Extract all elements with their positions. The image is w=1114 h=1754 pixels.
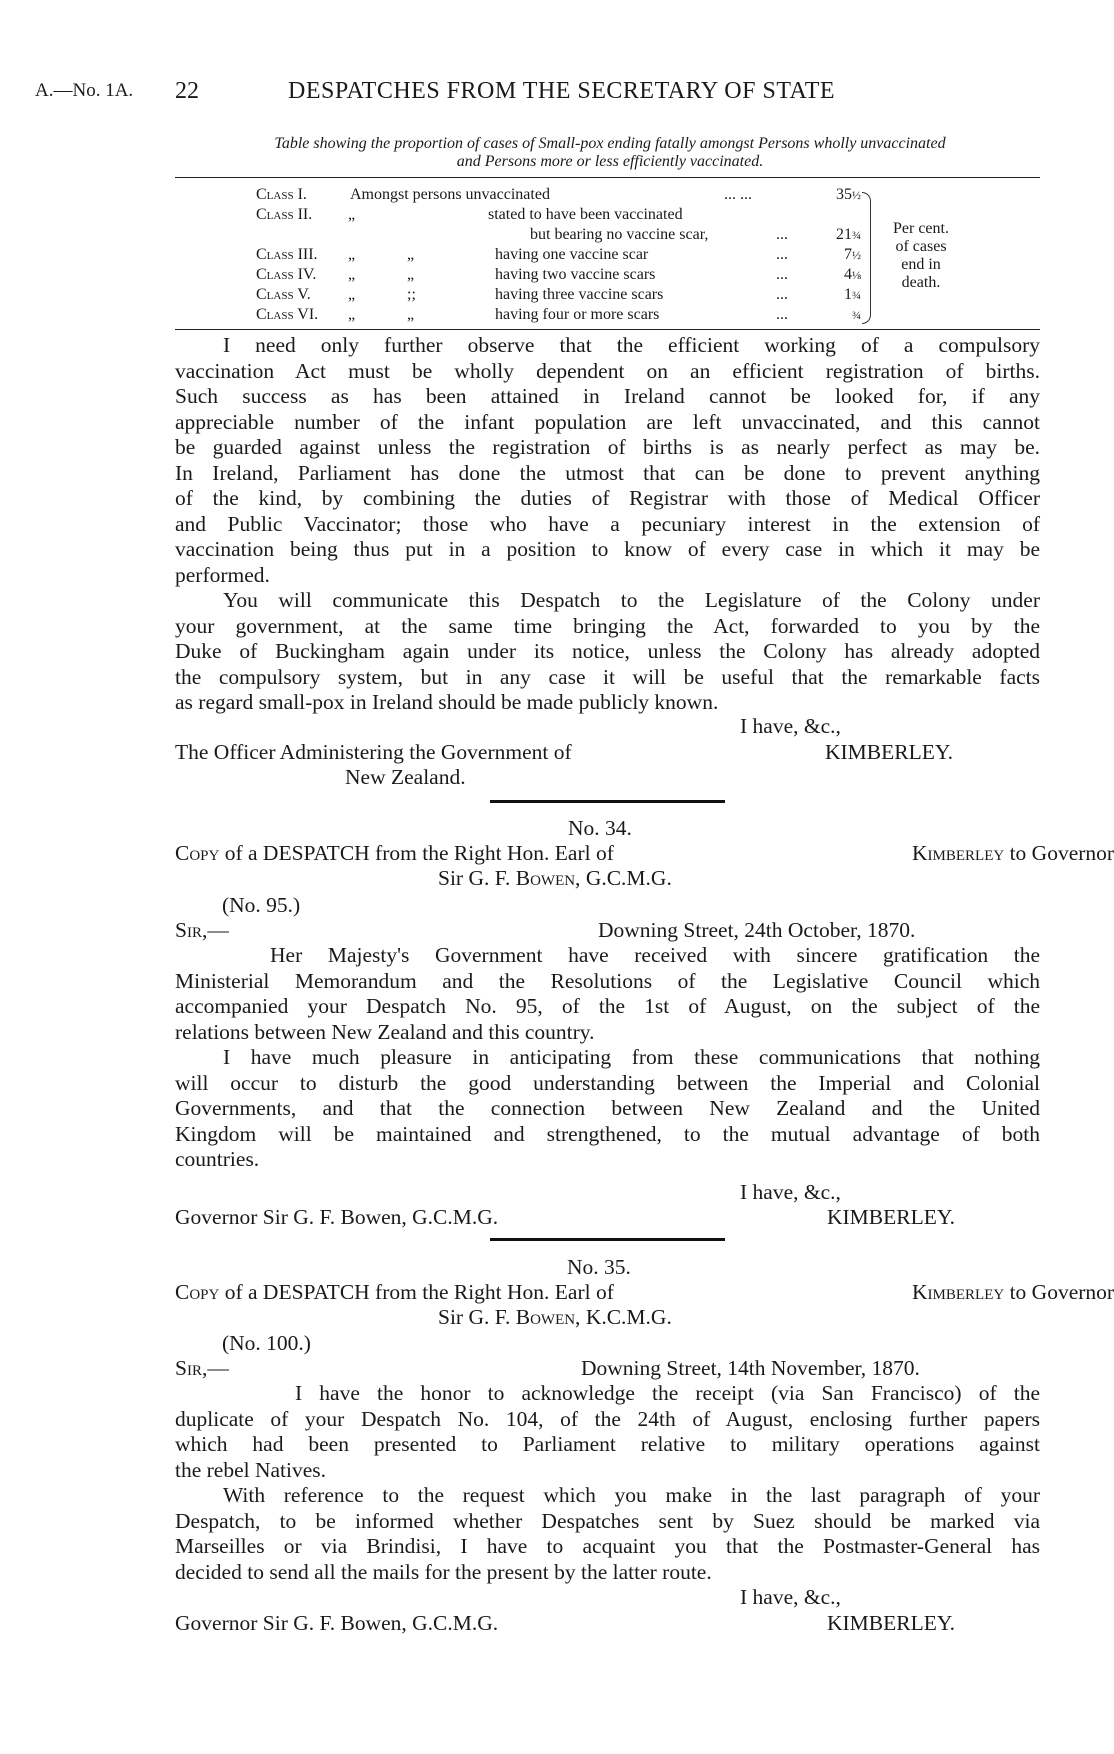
despatch-title-recipient: Kimberley to Governor: [912, 841, 1114, 865]
table-caption-line-2: and Persons more or less efficiently vaccinated.: [456, 153, 764, 170]
table-row-desc: but bearing no vaccine scar,: [530, 226, 709, 243]
despatch-number: No. 34.: [568, 816, 632, 840]
document-reference: A.—No. 1A.: [35, 80, 134, 101]
table-row-ditto: „: [348, 246, 356, 263]
despatch-title-line-1: Copy of a DESPATCH from the Right Hon. Earl of: [175, 1280, 614, 1304]
table-bottom-rule: [175, 329, 1040, 330]
table-row-ditto: ;;: [407, 286, 416, 303]
table-row-value: 7½: [844, 246, 861, 263]
table-row-value: 21¾: [836, 226, 861, 243]
table-row-class: Class IV.: [256, 266, 317, 283]
table-row-ditto: „: [407, 306, 415, 323]
table-row-ditto: „: [407, 246, 415, 263]
page-number: 22: [175, 78, 199, 104]
closing-have: I have, &c.,: [740, 1180, 841, 1204]
signature: KIMBERLEY.: [825, 740, 954, 764]
despatch-number: No. 35.: [567, 1255, 631, 1279]
table-row-ditto: „: [348, 306, 356, 323]
table-row-value: 4⅛: [844, 266, 861, 283]
section-separator: [490, 800, 725, 803]
signature: KIMBERLEY.: [827, 1205, 956, 1229]
closing-have: I have, &c.,: [740, 714, 841, 738]
closing-have: I have, &c.,: [740, 1585, 841, 1609]
table-row-value: 35½: [836, 186, 861, 203]
table-row-ditto: „: [407, 266, 415, 283]
addressee: The Officer Administering the Government of: [175, 740, 572, 764]
table-row-dots: ...: [776, 286, 788, 303]
addressee-line-2: New Zealand.: [345, 765, 466, 789]
table-row-dots: ... ...: [724, 186, 752, 203]
despatch-ref-number: (No. 100.): [222, 1331, 311, 1355]
table-row-class: Class III.: [256, 246, 318, 263]
place-date: Downing Street, 24th October, 1870.: [598, 918, 916, 942]
percent-note: Per cent. of cases end in death.: [893, 220, 949, 291]
table-row-dots: ...: [776, 226, 788, 243]
page-title: DESPATCHES FROM THE SECRETARY OF STATE: [288, 78, 836, 104]
table-brace: [862, 192, 871, 324]
salutation: Sir,—: [175, 1356, 229, 1380]
paragraph-communicate: You will communicate this Despatch to the Legislature of the Colony under your government, at the same time bringing the Act, forwarded to you by the Duke of Buckingham again under its notice, unless the Colony has already adopted the compulsory system, but in any case it will be useful that the remarkable facts as regard small-pox in Ireland should be made publicly known.: [175, 588, 1040, 714]
addressee: Governor Sir G. F. Bowen, G.C.M.G.: [175, 1205, 499, 1229]
salutation: Sir,—: [175, 918, 229, 942]
table-row-desc: having three vaccine scars: [495, 286, 664, 303]
despatch-title-recipient: Kimberley to Governor: [912, 1280, 1114, 1304]
despatch-ref-number: (No. 95.): [222, 893, 301, 917]
table-row-class: Class II.: [256, 206, 313, 223]
table-row-class: Class VI.: [256, 306, 319, 323]
despatch-title-line-2: Sir G. F. Bowen, G.C.M.G.: [438, 866, 672, 890]
table-row-class: Class V.: [256, 286, 311, 303]
table-row-desc: having one vaccine scar: [495, 246, 649, 263]
table-row-class: Class I.: [256, 186, 307, 203]
table-row-dots: ...: [776, 246, 788, 263]
table-row-dots: ...: [776, 266, 788, 283]
table-caption-line-1: Table showing the proportion of cases of Small-pox ending fatally amongst Persons wholly unvaccinated: [274, 135, 946, 152]
addressee: Governor Sir G. F. Bowen, G.C.M.G.: [175, 1611, 499, 1635]
table-row-ditto: „: [348, 266, 356, 283]
despatch-35-paragraph-2: With reference to the request which you make in the last paragraph of your Despatch, to be informed whether Despatches sent by Suez should be marked via Marseilles or via Brindisi, I have to acquaint you that the Postmaster-General has decided to send all the mails for the present by the latter route.: [175, 1483, 1040, 1584]
smallpox-table: [0, 0, 1114, 340]
despatch-34-paragraph-1: Her Majesty's Government have received with sincere gratification the Ministerial Memorandum and the Resolutions of the Legislative Council which accompanied your Despatch No. 95, of the 1st of August, on the subject of the relations between New Zealand and this country.: [175, 943, 1040, 1044]
signature: KIMBERLEY.: [827, 1611, 956, 1635]
table-row-desc: having two vaccine scars: [495, 266, 656, 283]
place-date: Downing Street, 14th November, 1870.: [581, 1356, 920, 1380]
table-row-desc: having four or more scars: [495, 306, 660, 323]
table-row-ditto: „: [348, 206, 356, 223]
paragraph-registration: I need only further observe that the efficient working of a compulsory vaccination Act must be wholly dependent on an efficient registration of births. Such success as has been attained in Ireland cannot be looked for, if any appreciable number of the infant population are left unvaccinated, and this cannot be guarded against unless the registration of births is as nearly perfect as may be. In Ireland, Parliament has done the utmost that can be done to prevent anything of the kind, by combining the duties of Registrar with those of Medical Officer and Public Vaccinator; those who have a pecuniary interest in the extension of vaccination being thus put in a position to know of every case in which it may be performed.: [175, 333, 1040, 587]
table-row-desc: Amongst persons unvaccinated: [350, 186, 550, 203]
despatch-35-paragraph-1: I have the honor to acknowledge the receipt (via San Francisco) of the duplicate of your Despatch No. 104, of the 24th of August, enclosing further papers which had been presented to Parliament relative to military operations against the rebel Natives.: [175, 1381, 1040, 1482]
section-separator: [490, 1238, 725, 1241]
table-row-value: ¾: [852, 308, 861, 322]
despatch-title-line-1: Copy of a DESPATCH from the Right Hon. Earl of: [175, 841, 614, 865]
table-row-value: 1¾: [844, 286, 861, 303]
table-row-ditto: „: [348, 286, 356, 303]
despatch-34-paragraph-2: I have much pleasure in anticipating from these communications that nothing will occur to disturb the good understanding between the Imperial and Colonial Governments, and that the connection between New Zealand and the United Kingdom will be maintained and strengthened, to the mutual advantage of both countries.: [175, 1045, 1040, 1171]
table-row-desc: stated to have been vaccinated: [488, 206, 683, 223]
table-row-dots: ...: [776, 306, 788, 323]
despatch-title-line-2: Sir G. F. Bowen, K.C.M.G.: [438, 1305, 672, 1329]
